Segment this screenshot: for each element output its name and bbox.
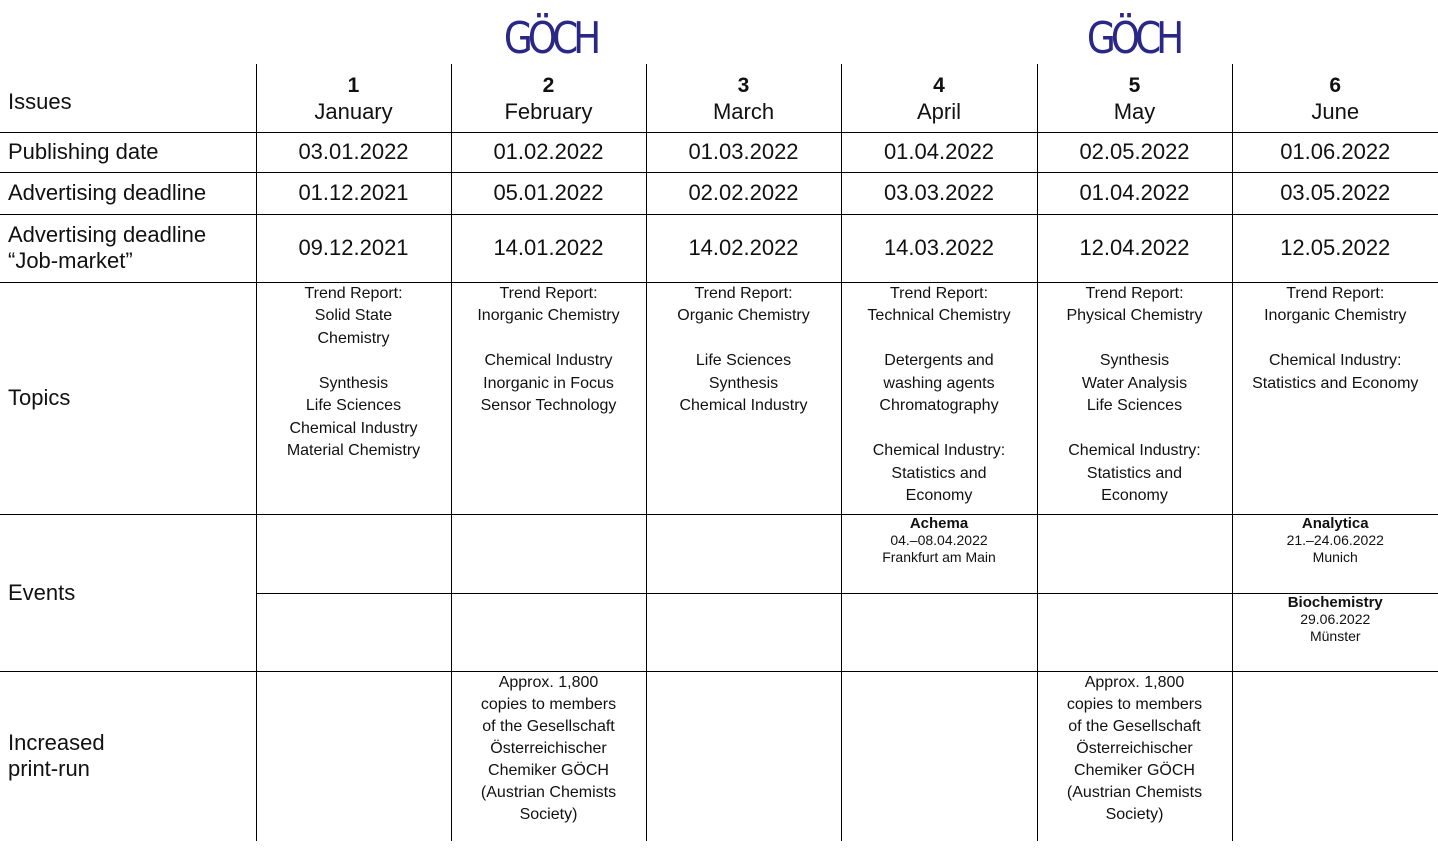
topics-cell	[256, 282, 451, 514]
issue-header	[1232, 64, 1438, 132]
print-run-line: (Austrian Chemists	[480, 783, 617, 801]
issue-month: January	[314, 99, 393, 124]
topic-line: Chemical Industry	[679, 397, 808, 414]
ad-deadline-row	[0, 172, 1438, 214]
publishing-date: 03.01.2022	[256, 132, 451, 172]
issue-header	[841, 64, 1037, 132]
publishing-date: 01.02.2022	[451, 132, 646, 172]
topic-line: Life Sciences	[695, 352, 792, 369]
print-run-line: copies to members	[1066, 695, 1203, 713]
print-run-label	[0, 671, 256, 841]
print-run-cell	[646, 671, 841, 841]
print-run-cell	[1232, 671, 1438, 841]
issue-month: May	[1113, 99, 1156, 124]
print-run-label-line2: print-run	[8, 756, 90, 782]
topic-line: Trend Report:	[304, 284, 403, 302]
topic-line: Solid State	[314, 307, 393, 324]
topic-line: Sensor Technology	[480, 397, 617, 414]
job-deadline-label	[0, 214, 256, 282]
topic-line: Water Analysis	[1081, 374, 1188, 392]
topic-line: Synthesis	[318, 374, 389, 392]
event-analytica	[1232, 514, 1438, 593]
topics-label: Topics	[0, 282, 256, 514]
issue-header	[451, 64, 646, 132]
print-run-row	[0, 671, 1438, 841]
print-run-line: Approx. 1,800	[498, 673, 599, 691]
event-cell	[256, 514, 451, 593]
ad-deadline-label: Advertising deadline	[0, 172, 256, 214]
print-run-cell	[841, 671, 1037, 841]
job-deadline-label-line1: Advertising deadline	[8, 222, 207, 247]
ad-deadline-date: 01.04.2022	[1037, 172, 1232, 214]
job-deadline-date: 09.12.2021	[256, 214, 451, 282]
topic-spacer	[257, 350, 451, 373]
event-place: Frankfurt am Main	[882, 548, 996, 565]
issue-number: 2	[542, 74, 555, 97]
publishing-date: 01.04.2022	[841, 132, 1037, 172]
event-cell	[451, 593, 646, 671]
print-run-line: of the Gesellschaft	[482, 717, 615, 735]
event-date: 21.–24.06.2022	[1286, 531, 1384, 548]
topic-line: Chromatography	[879, 397, 999, 414]
topic-line: Inorganic Chemistry	[477, 307, 620, 324]
ad-deadline-date: 02.02.2022	[646, 172, 841, 214]
issue-month: March	[712, 99, 775, 124]
topic-line: washing agents	[883, 374, 995, 392]
topics-cell	[1232, 282, 1438, 514]
ad-deadline-date: 03.03.2022	[841, 172, 1037, 214]
print-run-cell	[451, 671, 646, 841]
job-deadline-label-line2: “Job-market”	[8, 248, 133, 273]
goech-logo-left: GÖCH	[503, 13, 597, 64]
topic-line: Chemical Industry	[289, 419, 418, 437]
topic-line: Economy	[1101, 487, 1168, 504]
issue-header	[1037, 64, 1232, 132]
topic-line: Statistics and	[891, 464, 987, 482]
topic-line: Material Chemistry	[286, 442, 421, 459]
topic-line: Technical Chemistry	[867, 307, 1011, 324]
issue-number: 4	[933, 74, 945, 97]
event-name: Biochemistry	[1287, 593, 1383, 611]
issue-month: February	[504, 99, 593, 124]
topic-line: Detergents and	[884, 352, 994, 369]
topic-line: Trend Report:	[1286, 284, 1385, 302]
topic-line: Trend Report:	[499, 284, 598, 302]
print-run-line: Approx. 1,800	[1084, 673, 1185, 691]
job-deadline-date: 14.02.2022	[646, 214, 841, 282]
print-run-line: of the Gesellschaft	[1068, 717, 1201, 735]
print-run-line: Society)	[519, 805, 578, 823]
events-row-1	[0, 514, 1438, 593]
print-run-line: Chemiker GÖCH	[1074, 761, 1195, 779]
issue-header	[256, 64, 451, 132]
topic-line: Statistics and	[1086, 464, 1183, 482]
topic-line: Life Sciences	[305, 397, 402, 414]
topic-line: Trend Report:	[694, 284, 793, 302]
topic-spacer	[1038, 418, 1232, 441]
topic-spacer	[452, 328, 646, 351]
events-label: Events	[0, 514, 256, 671]
topic-line: Trend Report:	[889, 284, 989, 302]
event-cell	[451, 514, 646, 593]
job-deadline-date: 12.04.2022	[1037, 214, 1232, 282]
topic-line: Economy	[905, 487, 973, 504]
topic-line: Chemical Industry:	[1269, 352, 1402, 369]
topic-spacer	[842, 418, 1037, 441]
topics-cell	[841, 282, 1037, 514]
event-date: 29.06.2022	[1300, 610, 1371, 627]
issue-number: 6	[1329, 74, 1342, 97]
topic-spacer	[1038, 328, 1232, 351]
job-deadline-date: 12.05.2022	[1232, 214, 1438, 282]
topics-row	[0, 282, 1438, 514]
event-place: Munich	[1312, 548, 1358, 565]
ad-deadline-date: 05.01.2022	[451, 172, 646, 214]
job-deadline-date: 14.03.2022	[841, 214, 1037, 282]
issue-header	[646, 64, 841, 132]
ad-deadline-date: 03.05.2022	[1232, 172, 1438, 214]
issues-label: Issues	[8, 88, 72, 114]
schedule-table	[0, 64, 1438, 841]
job-deadline-date: 14.01.2022	[451, 214, 646, 282]
topic-line: Life Sciences	[1086, 397, 1183, 414]
ad-deadline-date: 01.12.2021	[256, 172, 451, 214]
event-name: Achema	[909, 514, 969, 532]
topic-line: Organic Chemistry	[677, 307, 810, 324]
print-run-line: Chemiker GÖCH	[488, 761, 609, 779]
print-run-line: Society)	[1105, 805, 1164, 823]
issue-number: 3	[737, 74, 750, 97]
event-cell	[841, 593, 1037, 671]
publishing-row	[0, 132, 1438, 172]
publishing-date: 01.06.2022	[1232, 132, 1438, 172]
print-run-line: (Austrian Chemists	[1066, 783, 1203, 801]
event-place: Münster	[1309, 627, 1361, 644]
event-achema	[841, 514, 1037, 593]
event-cell	[1037, 593, 1232, 671]
event-cell	[1037, 514, 1232, 593]
print-run-label-line1: Increased	[8, 730, 105, 756]
issue-number: 1	[347, 74, 360, 97]
topic-line: Chemical Industry:	[1068, 442, 1201, 459]
topic-line: Chemical Industry	[484, 352, 613, 369]
publishing-label: Publishing date	[0, 132, 256, 172]
event-cell	[646, 593, 841, 671]
topic-line: Trend Report:	[1085, 284, 1184, 302]
topic-line: Statistics and Economy	[1252, 374, 1419, 392]
print-run-cell	[1037, 671, 1232, 841]
topic-line: Chemistry	[317, 329, 390, 347]
event-biochemistry	[1232, 593, 1438, 671]
topic-spacer	[1233, 328, 1438, 351]
print-run-line: Österreichischer	[1076, 739, 1193, 757]
publishing-date: 02.05.2022	[1037, 132, 1232, 172]
topics-cell	[1037, 282, 1232, 514]
issue-month: June	[1311, 99, 1360, 124]
topic-line: Chemical Industry:	[872, 442, 1006, 459]
event-cell	[256, 593, 451, 671]
event-cell	[646, 514, 841, 593]
event-date: 04.–08.04.2022	[890, 531, 988, 548]
topic-line: Inorganic Chemistry	[1264, 307, 1407, 324]
topic-line: Synthesis	[1099, 352, 1170, 369]
topic-line: Physical Chemistry	[1066, 307, 1203, 324]
print-run-line: copies to members	[480, 695, 617, 713]
publishing-date: 01.03.2022	[646, 132, 841, 172]
topic-line: Inorganic in Focus	[483, 374, 614, 392]
topic-spacer	[842, 328, 1037, 351]
print-run-cell	[256, 671, 451, 841]
event-name: Analytica	[1301, 514, 1369, 532]
topic-spacer	[647, 328, 841, 351]
job-deadline-row	[0, 214, 1438, 282]
topics-cell	[451, 282, 646, 514]
issues-row	[0, 64, 1438, 132]
topics-cell	[646, 282, 841, 514]
issue-month: April	[916, 99, 961, 124]
print-run-line: Österreichischer	[490, 739, 607, 757]
goech-logo-right: GÖCH	[1086, 13, 1180, 64]
issue-number: 5	[1128, 74, 1141, 97]
topic-line: Synthesis	[708, 374, 779, 392]
